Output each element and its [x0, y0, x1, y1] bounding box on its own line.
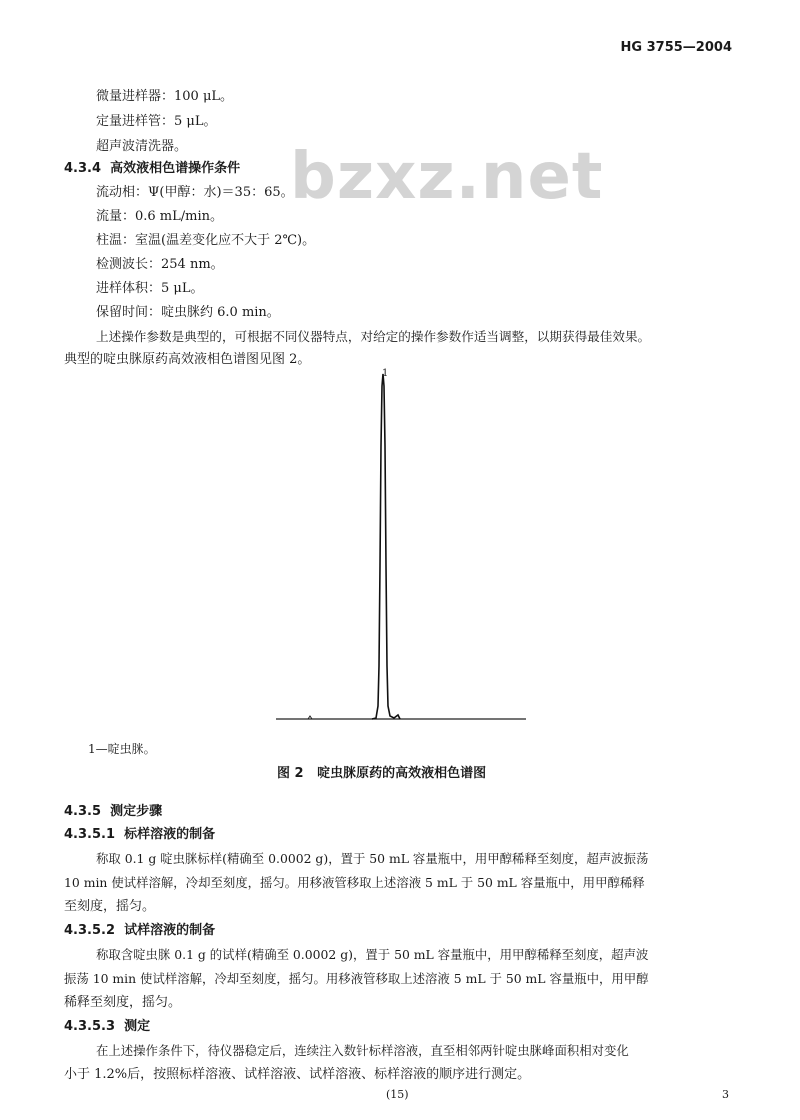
- section-4353-heading: [64, 1018, 150, 1036]
- section-434-paragraph-line2: 典型的啶虫脒原药高效液相色谱图见图 2。: [64, 352, 311, 367]
- condition-item: 流量：0.6 mL/min。: [96, 209, 224, 224]
- peak-label: 1: [382, 368, 389, 379]
- section-4352-heading: [64, 922, 215, 940]
- section-title: 高效液相色谱操作条件: [110, 161, 241, 176]
- figure-caption: [277, 765, 486, 783]
- section-title: 试样溶液的制备: [124, 923, 216, 938]
- figure-caption-title: 啶虫脒原药的高效液相色谱图: [317, 766, 487, 781]
- figure-caption-number: 图 2: [277, 766, 304, 781]
- watermark: bzxz.net: [290, 140, 604, 214]
- section-number: 4.3.5.1: [64, 827, 115, 842]
- paragraph-line: 小于 1.2%后，按照标样溶液、试样溶液、试样溶液、标样溶液的顺序进行测定。: [64, 1067, 531, 1082]
- section-number: 4.3.5.3: [64, 1019, 115, 1034]
- paragraph-line: 10 min 使试样溶解，冷却至刻度，摇匀。用移液管移取上述溶液 5 mL 于 50 mL 容量瓶中，用甲醇稀释: [64, 875, 645, 890]
- condition-item: 进样体积：5 μL。: [96, 281, 204, 296]
- page-number: 3: [722, 1088, 729, 1101]
- section-title: 测定步骤: [110, 804, 163, 819]
- paragraph-line: 至刻度，摇匀。: [64, 899, 156, 914]
- paragraph-line: 振荡 10 min 使试样溶解，冷却至刻度，摇匀。用移液管移取上述溶液 5 mL 于 50 mL 容量瓶中，用甲醇: [64, 971, 649, 986]
- chromatogram-peak: [372, 374, 400, 719]
- section-434-heading: [64, 160, 240, 178]
- apparatus-line: 超声波清洗器。: [96, 139, 188, 154]
- condition-item: 柱温：室温(温差变化应不大于 2℃)。: [96, 233, 316, 248]
- paragraph-line: 稀释至刻度，摇匀。: [64, 995, 182, 1010]
- footer-center: (15): [386, 1088, 409, 1101]
- section-434-paragraph-line1: 上述操作参数是典型的，可根据不同仪器特点，对给定的操作参数作适当调整，以期获得最佳效果。: [96, 329, 651, 344]
- condition-item: 检测波长：254 nm。: [96, 257, 224, 272]
- section-title: 测定: [124, 1019, 151, 1034]
- figure-legend: 1—啶虫脒。: [88, 742, 156, 756]
- condition-item: 保留时间：啶虫脒约 6.0 min。: [96, 305, 280, 320]
- paragraph-line: 称取 0.1 g 啶虫脒标样(精确至 0.0002 g)，置于 50 mL 容量瓶中，用甲醇稀释至刻度，超声波振荡: [96, 851, 649, 866]
- section-number: 4.3.4: [64, 161, 102, 176]
- section-number: 4.3.5: [64, 804, 102, 819]
- section-number: 4.3.5.2: [64, 923, 115, 938]
- apparatus-line: 定量进样管：5 μL。: [96, 114, 217, 129]
- section-title: 标样溶液的制备: [124, 827, 216, 842]
- condition-item: 流动相：Ψ(甲醇：水)＝35：65。: [96, 185, 294, 200]
- doc-code: HG 3755—2004: [620, 40, 732, 55]
- chromatogram: [272, 366, 532, 726]
- apparatus-line: 微量进样器：100 μL。: [96, 89, 234, 104]
- section-435-heading: [64, 803, 162, 821]
- paragraph-line: 称取含啶虫脒 0.1 g 的试样(精确至 0.0002 g)，置于 50 mL 容量瓶中，用甲醇稀释至刻度，超声波: [96, 947, 649, 962]
- section-4351-heading: [64, 826, 215, 844]
- paragraph-line: 在上述操作条件下，待仪器稳定后，连续注入数针标样溶液，直至相邻两针啶虫脒峰面积相对变化: [96, 1043, 629, 1058]
